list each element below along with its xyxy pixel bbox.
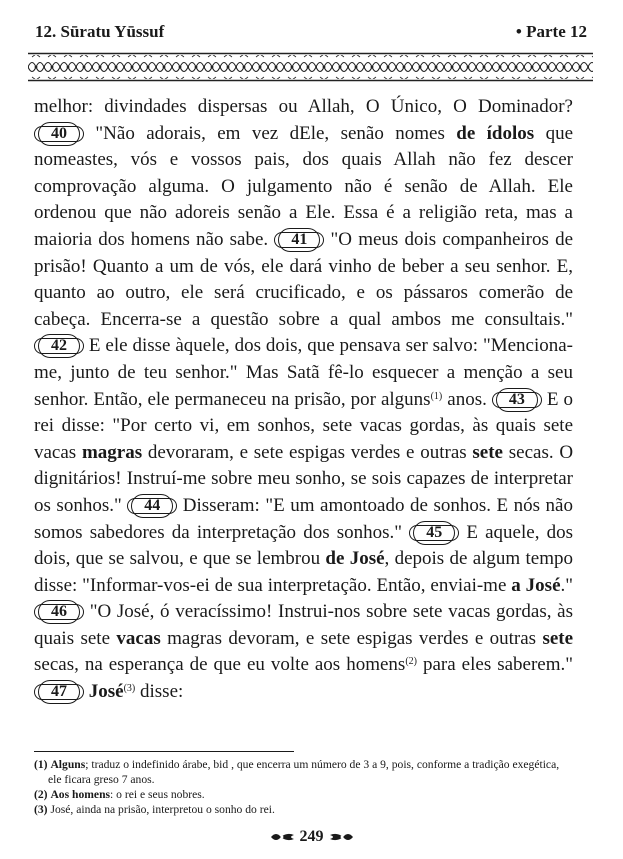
footnote-1: (1) Alguns; traduz o indefinido árabe, bid , que encerra um número de 3 a 9, pois, conforme a tradição exegética, ele ficara greso 7 anos.	[34, 758, 560, 786]
part-label: • Parte 12	[515, 22, 587, 41]
verse-number-45: 45	[413, 521, 455, 545]
text-run: magras devoram, e sete espigas verdes e outras	[167, 627, 537, 649]
verse-number-46: 46	[38, 600, 80, 624]
footnote-ref-2: (2)	[405, 656, 417, 668]
text-run: disse:	[140, 681, 184, 703]
text-run: para eles saberem."	[422, 654, 574, 676]
text-run: "O José, ó veracíssimo! Instrui-nos sobre sete vacas gordas, às quais sete	[34, 601, 573, 649]
footnote-3: (3) José, ainda na prisão, interpretou o sonho do rei.	[34, 803, 275, 816]
text-run: Disseram: "E um amontoado de sonhos. E nós não somos sabedores da interpretação dos sonhos."	[34, 494, 573, 543]
running-header	[35, 20, 587, 46]
footnote-divider	[34, 751, 294, 752]
verse-number-43: 43	[496, 388, 538, 412]
verse-number-41: 41	[278, 228, 320, 252]
bold-term: sete	[542, 627, 574, 649]
footnotes	[34, 757, 573, 817]
text-run: melhor: divindades dispersas ou Allah, O Único, O Dominador?	[34, 96, 573, 117]
text-run: devoraram, e sete espigas verdes e outras	[147, 441, 467, 463]
text-run: anos.	[447, 388, 487, 410]
text-run: E aquele, dos dois, que se salvou, e que se lembrou	[34, 521, 573, 570]
text-run: que nomeastes, vós e vossos pais, dos quais Allah não fez descer comprovação alguma. O julgamento não é senão de Allah. Ele ordenou que não adoreis senão a Ele. Essa é a religião reta, mas a maioria dos homens não sabe.	[34, 122, 574, 250]
text-run: E ele disse àquele, dos dois, que pensava ser salvo: "Menciona- me, junto de teu senhor." Mas Satã fê-lo esquecer a menção a seu senhor. Então, ele permaneceu na prisão, por alguns	[34, 335, 574, 410]
text-run: secas. O dignitários! Instruí-me sobre meu sonho, se sois capazes de interpretar os sonhos."	[34, 441, 574, 516]
verse-text	[34, 94, 573, 706]
page-footer	[0, 828, 623, 846]
bold-term: José	[88, 681, 124, 703]
bold-term: vacas	[116, 627, 161, 649]
bold-term: a José	[511, 574, 561, 596]
bold-term: sete	[472, 441, 503, 463]
footnote-ref-3: (3)	[123, 683, 136, 695]
text-run: E o rei disse: "Por certo vi, em sonhos, sete vacas gordas, às quais sete vacas	[34, 388, 574, 463]
text-run: , depois de algum tempo disse: "Informar-vos-ei de sua interpretação. Então, enviai-me	[34, 548, 573, 596]
bold-term: de José	[325, 548, 385, 570]
bold-term: de ídolos	[456, 122, 535, 144]
floral-ornament-left-icon	[270, 830, 296, 844]
bold-term: magras	[81, 441, 143, 463]
surah-title: 12. Sūratu Yūssuf	[35, 22, 165, 41]
main-paragraph	[34, 94, 573, 706]
verse-number-47: 47	[38, 680, 80, 704]
arabesque-border-icon	[28, 52, 593, 82]
footnote-2: (2) Aos homens: o rei e seus nobres.	[34, 788, 205, 801]
text-run: "O meus dois companheiros de prisão! Quanto a um de vós, ele dará vinho de beber a seu senhor. E, quanto ao outro, ele será crucificado, e os pássaros comerão de cabeça. Encerra-se a questão sobre a qual ambos me consultais."	[34, 228, 574, 330]
verse-number-44: 44	[131, 494, 173, 518]
text-run: secas, na esperança de que eu volte aos homens	[34, 654, 406, 676]
text-run: ."	[560, 574, 574, 596]
footnote-ref-1: (1)	[430, 390, 443, 402]
verse-number-42: 42	[38, 334, 80, 358]
floral-ornament-right-icon	[328, 830, 354, 844]
page-number: 249	[299, 828, 324, 845]
text-run: "Não adorais, em vez dEle, senão nomes	[95, 122, 445, 144]
verse-number-40: 40	[38, 122, 80, 146]
